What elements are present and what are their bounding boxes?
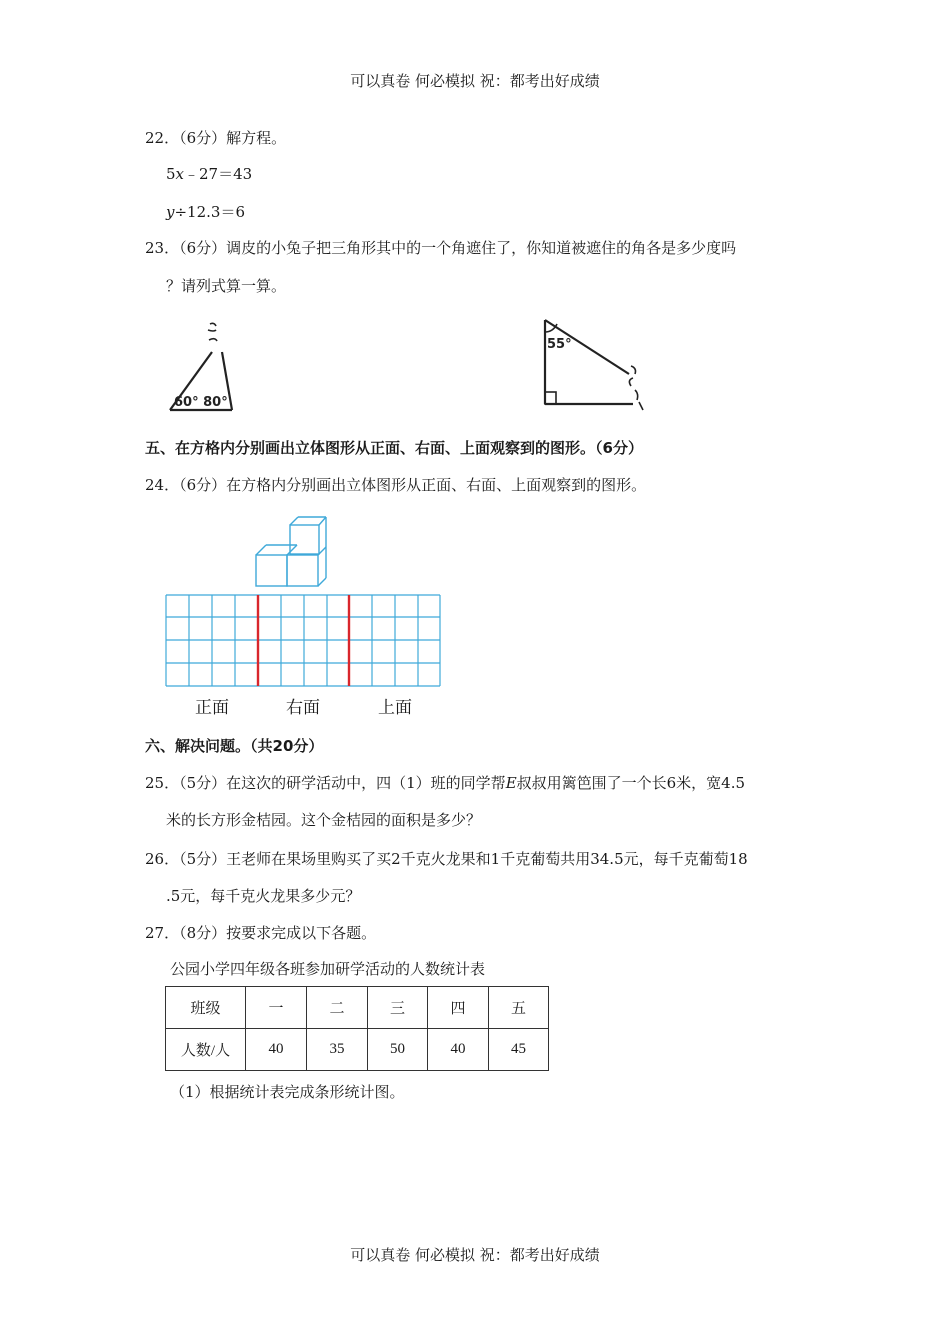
q22-equation-2: y÷12.3＝6 xyxy=(166,203,245,221)
table-cell: 40 xyxy=(246,1029,307,1071)
stat-table-title: 公园小学四年级各班参加研学活动的人数统计表 xyxy=(170,960,486,978)
table-cell: 五 xyxy=(489,987,549,1029)
q22-equation-1: 5x﹣27＝43 xyxy=(166,165,253,183)
table-cell: 50 xyxy=(368,1029,428,1071)
q22-title: 22．（6分）解方程。 xyxy=(145,129,287,147)
q27-sub-1: （1）根据统计表完成条形统计图。 xyxy=(170,1083,405,1101)
cube-solid-figure xyxy=(250,510,330,590)
table-cell: 四 xyxy=(428,987,489,1029)
q23-line-1: 23．（6分）调皮的小兔子把三角形其中的一个角遮住了，你知道被遮住的角各是多少度吗 xyxy=(145,239,737,257)
table-cell: 40 xyxy=(428,1029,489,1071)
label-front-view: 正面 xyxy=(195,698,229,718)
table-row xyxy=(166,1029,549,1071)
page-footer: 可以真卷 何必模拟 祝：都考出好成绩 xyxy=(350,1246,600,1264)
q27-title: 27．（8分）按要求完成以下各题。 xyxy=(145,924,377,942)
q23-line-2: ？请列式算一算。 xyxy=(166,277,287,295)
table-cell: 人数/人 xyxy=(166,1029,246,1071)
label-top-view: 上面 xyxy=(378,698,412,718)
q26-line-2: .5元，每千克火龙果多少元？ xyxy=(166,887,361,905)
q24-title: 24．（6分）在方格内分别画出立体图形从正面、右面、上面观察到的图形。 xyxy=(145,476,647,494)
table-row xyxy=(166,987,549,1029)
table-cell: 45 xyxy=(489,1029,549,1071)
label-right-view: 右面 xyxy=(286,698,320,718)
table-cell: 一 xyxy=(246,987,307,1029)
q25-line-1: 25．（5分）在这次的研学活动中，四（1）班的同学帮E叔叔用篱笆围了一个长6米，宽4.5 xyxy=(145,774,746,792)
table-cell: 班级 xyxy=(166,987,246,1029)
q25-line-2: 米的长方形金桔园。这个金桔园的面积是多少？ xyxy=(166,811,482,829)
section-6-heading: 六、解决问题。（共20分） xyxy=(145,737,324,755)
triangle-2-angle-label: 55° xyxy=(547,337,572,352)
triangle-1-angle-labels: 60° 80° xyxy=(174,395,228,410)
table-cell: 35 xyxy=(307,1029,368,1071)
triangle-2-figure xyxy=(535,314,655,414)
drawing-grid[interactable] xyxy=(165,594,443,688)
table-cell: 三 xyxy=(368,987,428,1029)
page-header: 可以真卷 何必模拟 祝：都考出好成绩 xyxy=(350,72,600,90)
section-5-heading: 五、在方格内分别画出立体图形从正面、右面、上面观察到的图形。（6分） xyxy=(145,439,643,457)
stat-table xyxy=(165,986,549,1071)
q26-line-1: 26．（5分）王老师在果场里购买了买2千克火龙果和1千克葡萄共用34.5元，每千克葡萄18 xyxy=(145,850,748,868)
triangle-1-figure xyxy=(160,318,250,416)
table-cell: 二 xyxy=(307,987,368,1029)
